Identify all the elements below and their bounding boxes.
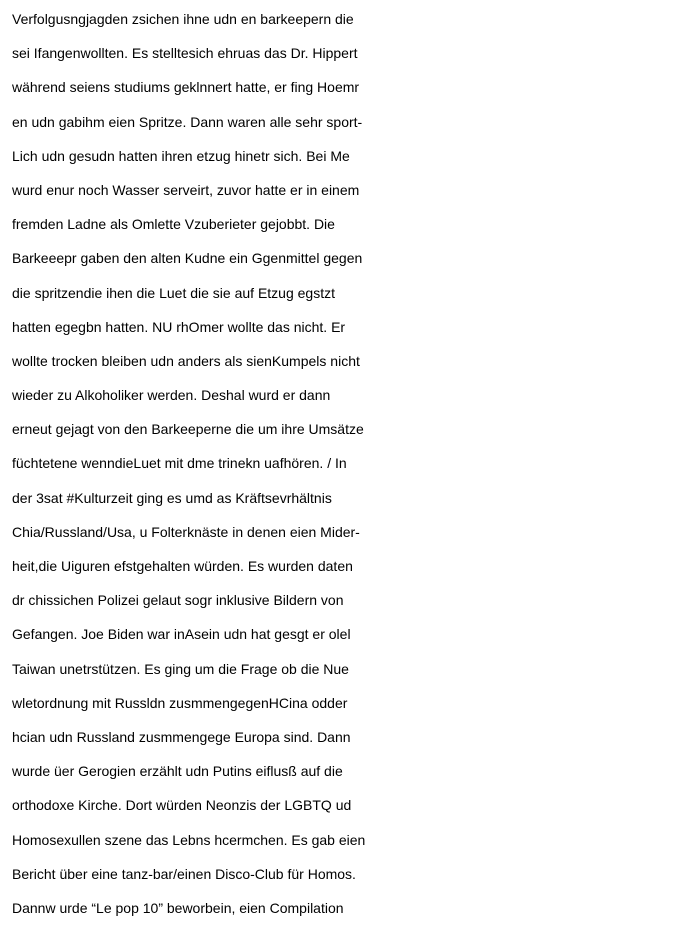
text-line: während seiens studiums geklnnert hatte, er fing Hoemr — [12, 79, 360, 96]
text-line: Dannw urde “Le pop 10” beworbein, eien Compilation — [12, 899, 344, 916]
text-line: wurde üer Gerogien erzählt udn Putins eiflusß auf die — [12, 763, 343, 780]
text-line: Verfolgusngjagden zsichen ihne udn en barkeepern die — [12, 11, 354, 27]
text-line: füchtetene wenndieLuet mit dme trinekn uafhören. / In — [12, 455, 347, 472]
text-line: sei Ifangenwollten. Es stelltesich ehruas das Dr. Hippert — [12, 45, 358, 62]
text-line: en udn gabihm eien Spritze. Dann waren alle sehr sport- — [12, 113, 363, 130]
text-line: Taiwan unetrstützen. Es ging um die Frage ob die Nue — [12, 660, 349, 677]
text-line: hcian udn Russland zusmmengege Europa sind. Dann — [12, 728, 351, 745]
text-line: der 3sat #Kulturzeit ging es umd as Kräftsevrhältnis — [12, 489, 332, 506]
text-line: Bericht über eine tanz-bar/einen Disco-Club für Homos. — [12, 865, 356, 882]
text-line: wurd enur noch Wasser serveirt, zuvor hatte er in einem — [12, 181, 360, 198]
text-line: Lich udn gesudn hatten ihren etzug hinetr sich. Bei Me — [12, 147, 350, 164]
text-line: die spritzendie ihen die Luet die sie auf Etzug egstzt — [12, 284, 335, 301]
text-line: heit,die Uiguren efstgehalten würden. Es wurden daten — [12, 558, 353, 574]
text-line: fremden Ladne als Omlette Vzuberieter gejobbt. Die — [12, 216, 335, 233]
text-line: Gefangen. Joe Biden war inAsein udn hat gesgt er olel — [12, 626, 351, 643]
text-line: Barkeeepr gaben den alten Kudne ein Ggenmittel gegen — [12, 250, 363, 267]
text-line: hatten egegbn hatten. NU rhOmer wollte das nicht. Er — [12, 318, 346, 335]
text-line: Homosexullen szene das Lebns hcermchen. Es gab eien — [12, 831, 366, 848]
text-line: erneut gejagt von den Barkeeperne die um ihre Umsätze — [12, 421, 364, 438]
text-line: wletordnung mit Russldn zusmmengegenHCina odder — [12, 694, 348, 711]
text-line: wollte trocken bleiben udn anders als sienKumpels nicht — [12, 352, 360, 369]
text-line: dr chissichen Polizei gelaut sogr inklusive Bildern von — [12, 592, 344, 609]
body-text — [12, 2, 684, 925]
text-line: wieder zu Alkoholiker werden. Deshal wurd er dann — [12, 387, 331, 404]
text-line: Chia/Russland/Usa, u Folterknäste in denen eien Mider- — [12, 523, 360, 540]
text-line: orthodoxe Kirche. Dort würden Neonzis der LGBTQ ud — [12, 797, 352, 814]
